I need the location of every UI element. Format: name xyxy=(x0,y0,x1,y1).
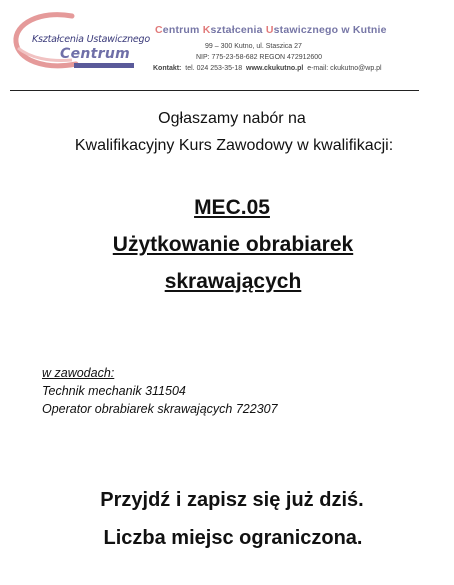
call-to-action: Przyjdź i zapisz się już dziś. xyxy=(100,489,364,511)
intro-line-2: Kwalifikacyjny Kurs Zawodowy w kwalifikacji: xyxy=(74,137,394,154)
professions-list xyxy=(42,366,278,420)
nip-regon-line: NIP: 775-23-58-682 REGON 472912600 xyxy=(196,54,323,61)
contact-line: Kontakt: tel. 024 253-35-18 www.ckukutno.pl e-mail: ckukutno@wp.pl xyxy=(153,65,382,72)
qualification-code: MEC.05 xyxy=(194,196,270,219)
logo-text-line2: Centrum xyxy=(60,46,130,62)
profession-item: Technik mechanik 311504 xyxy=(42,384,186,398)
professions-label: w zawodach: xyxy=(42,366,115,380)
email-link[interactable]: e-mail: ckukutno@wp.pl xyxy=(307,65,382,72)
qualification-name-line-2: skrawających xyxy=(164,270,302,293)
intro-line-1: Ogłaszamy nabór na xyxy=(158,110,306,127)
limited-places-notice: Liczba miejsc ograniczona. xyxy=(103,527,363,549)
organization-name: Centrum Kształcenia Ustawicznego w Kutnie xyxy=(155,24,387,36)
logo-bar xyxy=(74,63,134,68)
website-link[interactable]: www.ckukutno.pl xyxy=(246,65,304,72)
profession-item: Operator obrabiarek skrawających 722307 xyxy=(42,402,278,416)
address-line: 99 – 300 Kutno, ul. Staszica 27 xyxy=(205,43,302,50)
qualification-name-line-1: Użytkowanie obrabiarek xyxy=(112,233,354,256)
ckz-logo xyxy=(10,8,150,74)
header-divider xyxy=(10,90,419,91)
letterhead xyxy=(0,0,454,90)
logo-text-line1: Kształcenia Ustawicznego xyxy=(32,34,150,45)
